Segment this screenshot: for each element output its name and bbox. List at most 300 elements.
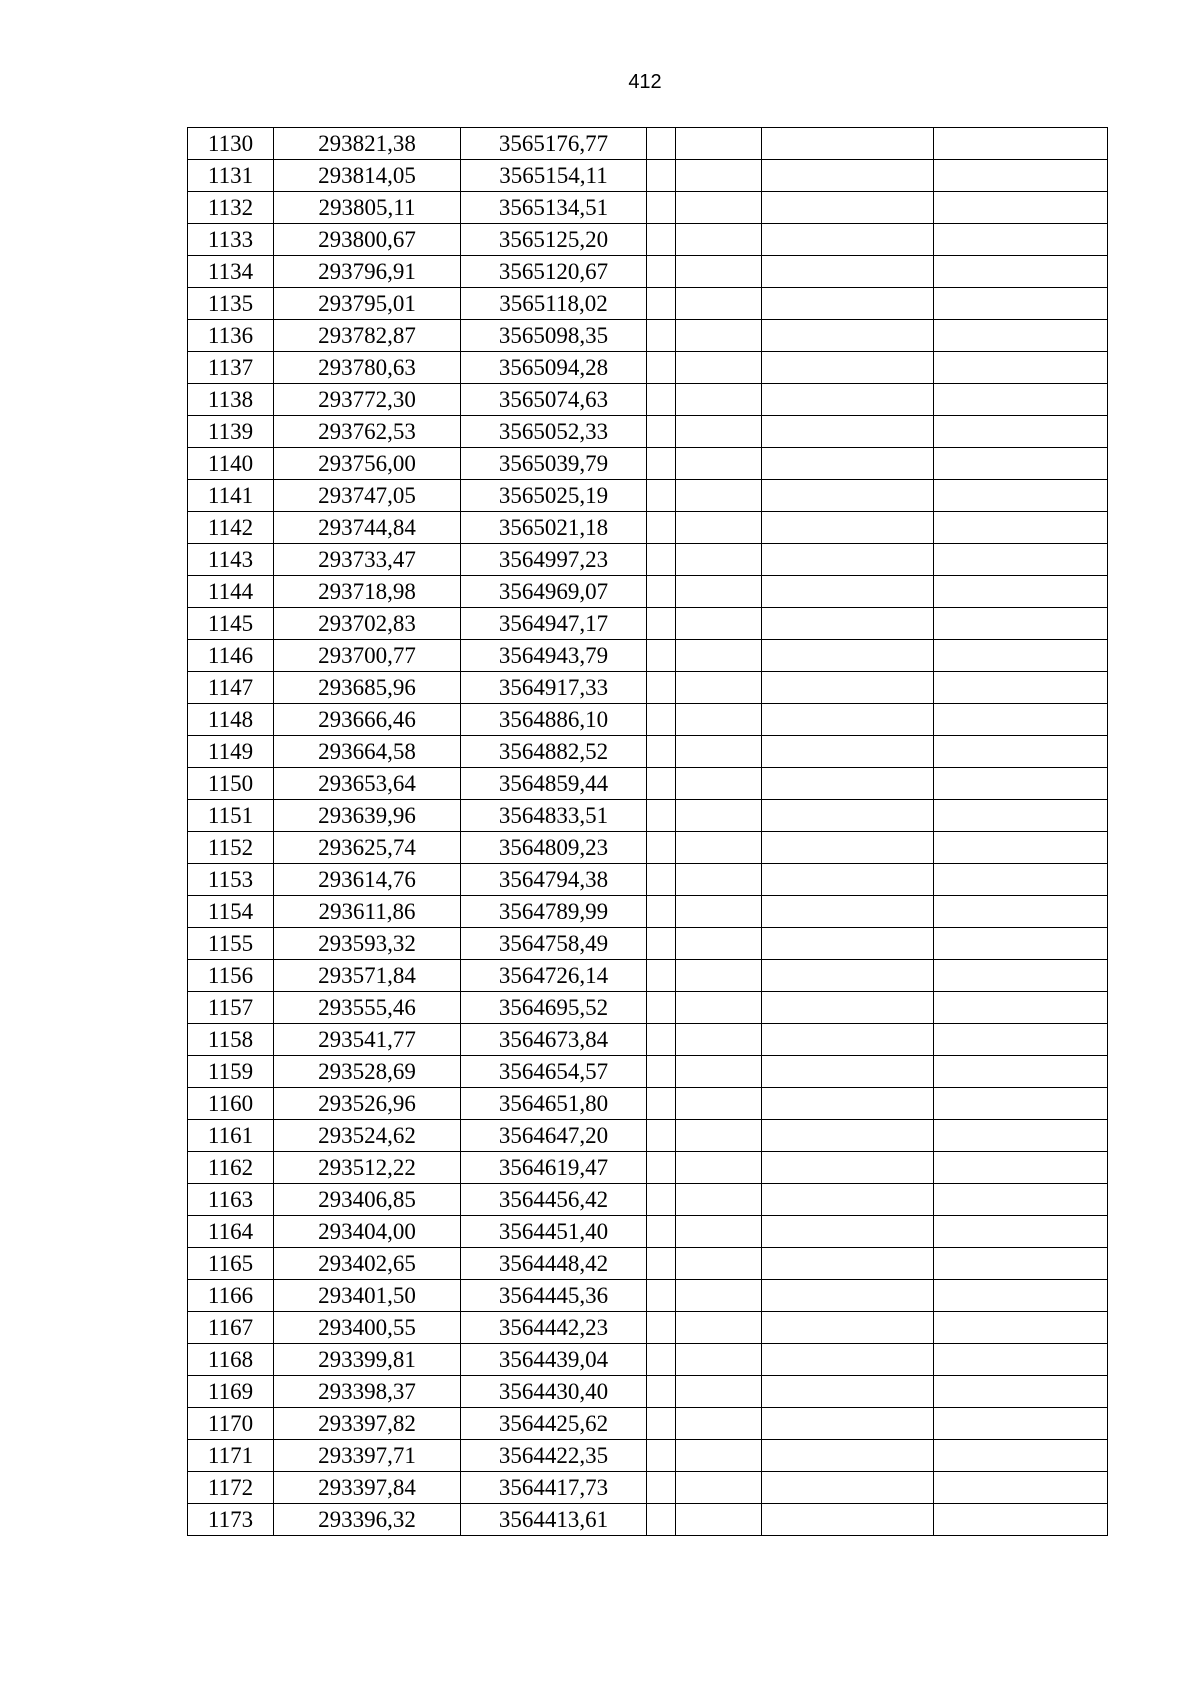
point-number-cell: 1159 (188, 1056, 274, 1088)
empty-cell-7 (934, 512, 1108, 544)
table-row (188, 1088, 1108, 1120)
x-coordinate-cell: 293685,96 (274, 672, 461, 704)
empty-cell-5 (676, 1216, 762, 1248)
x-coordinate-cell: 293772,30 (274, 384, 461, 416)
table-row (188, 384, 1108, 416)
empty-cell-7 (934, 192, 1108, 224)
x-coordinate-cell: 293402,65 (274, 1248, 461, 1280)
x-coordinate-cell: 293666,46 (274, 704, 461, 736)
empty-cell-6 (762, 800, 934, 832)
point-number-cell: 1160 (188, 1088, 274, 1120)
empty-cell-4 (647, 1440, 676, 1472)
empty-cell-6 (762, 1184, 934, 1216)
x-coordinate-cell: 293700,77 (274, 640, 461, 672)
empty-cell-6 (762, 1248, 934, 1280)
x-coordinate-cell: 293397,71 (274, 1440, 461, 1472)
point-number-cell: 1158 (188, 1024, 274, 1056)
table-row (188, 832, 1108, 864)
empty-cell-6 (762, 480, 934, 512)
x-coordinate-cell: 293400,55 (274, 1312, 461, 1344)
empty-cell-4 (647, 992, 676, 1024)
empty-cell-5 (676, 992, 762, 1024)
empty-cell-7 (934, 416, 1108, 448)
empty-cell-5 (676, 288, 762, 320)
empty-cell-7 (934, 160, 1108, 192)
x-coordinate-cell: 293762,53 (274, 416, 461, 448)
empty-cell-6 (762, 352, 934, 384)
table-row (188, 992, 1108, 1024)
empty-cell-7 (934, 1312, 1108, 1344)
empty-cell-4 (647, 1344, 676, 1376)
empty-cell-7 (934, 928, 1108, 960)
empty-cell-6 (762, 288, 934, 320)
y-coordinate-cell: 3564456,42 (461, 1184, 647, 1216)
y-coordinate-cell: 3564439,04 (461, 1344, 647, 1376)
y-coordinate-cell: 3565120,67 (461, 256, 647, 288)
point-number-cell: 1131 (188, 160, 274, 192)
empty-cell-7 (934, 1376, 1108, 1408)
empty-cell-7 (934, 1472, 1108, 1504)
empty-cell-5 (676, 672, 762, 704)
empty-cell-6 (762, 1472, 934, 1504)
empty-cell-4 (647, 1184, 676, 1216)
point-number-cell: 1144 (188, 576, 274, 608)
point-number-cell: 1132 (188, 192, 274, 224)
empty-cell-5 (676, 320, 762, 352)
empty-cell-7 (934, 1120, 1108, 1152)
y-coordinate-cell: 3564943,79 (461, 640, 647, 672)
point-number-cell: 1139 (188, 416, 274, 448)
empty-cell-4 (647, 1504, 676, 1536)
empty-cell-6 (762, 1312, 934, 1344)
empty-cell-5 (676, 1152, 762, 1184)
y-coordinate-cell: 3565125,20 (461, 224, 647, 256)
empty-cell-6 (762, 160, 934, 192)
empty-cell-6 (762, 1056, 934, 1088)
empty-cell-4 (647, 640, 676, 672)
table-row (188, 704, 1108, 736)
y-coordinate-cell: 3564917,33 (461, 672, 647, 704)
empty-cell-4 (647, 1120, 676, 1152)
empty-cell-6 (762, 1216, 934, 1248)
empty-cell-6 (762, 704, 934, 736)
table-row (188, 320, 1108, 352)
table-row (188, 1472, 1108, 1504)
empty-cell-5 (676, 1312, 762, 1344)
y-coordinate-cell: 3564809,23 (461, 832, 647, 864)
x-coordinate-cell: 293821,38 (274, 128, 461, 160)
empty-cell-5 (676, 1120, 762, 1152)
y-coordinate-cell: 3564695,52 (461, 992, 647, 1024)
y-coordinate-cell: 3564789,99 (461, 896, 647, 928)
empty-cell-7 (934, 800, 1108, 832)
table-row (188, 352, 1108, 384)
empty-cell-5 (676, 704, 762, 736)
empty-cell-7 (934, 480, 1108, 512)
table-row (188, 1440, 1108, 1472)
table-row (188, 224, 1108, 256)
empty-cell-6 (762, 608, 934, 640)
point-number-cell: 1135 (188, 288, 274, 320)
point-number-cell: 1157 (188, 992, 274, 1024)
empty-cell-7 (934, 1440, 1108, 1472)
x-coordinate-cell: 293614,76 (274, 864, 461, 896)
y-coordinate-cell: 3565074,63 (461, 384, 647, 416)
empty-cell-5 (676, 896, 762, 928)
empty-cell-7 (934, 320, 1108, 352)
empty-cell-5 (676, 864, 762, 896)
point-number-cell: 1163 (188, 1184, 274, 1216)
empty-cell-7 (934, 992, 1108, 1024)
x-coordinate-cell: 293524,62 (274, 1120, 461, 1152)
x-coordinate-cell: 293805,11 (274, 192, 461, 224)
empty-cell-5 (676, 544, 762, 576)
table-row (188, 448, 1108, 480)
x-coordinate-cell: 293401,50 (274, 1280, 461, 1312)
y-coordinate-cell: 3564794,38 (461, 864, 647, 896)
empty-cell-4 (647, 768, 676, 800)
point-number-cell: 1130 (188, 128, 274, 160)
empty-cell-4 (647, 704, 676, 736)
empty-cell-7 (934, 1504, 1108, 1536)
y-coordinate-cell: 3564425,62 (461, 1408, 647, 1440)
empty-cell-4 (647, 1376, 676, 1408)
empty-cell-5 (676, 1088, 762, 1120)
empty-cell-5 (676, 1056, 762, 1088)
x-coordinate-cell: 293512,22 (274, 1152, 461, 1184)
table-row (188, 1312, 1108, 1344)
table-row (188, 288, 1108, 320)
empty-cell-5 (676, 1280, 762, 1312)
empty-cell-7 (934, 864, 1108, 896)
table-row (188, 928, 1108, 960)
empty-cell-6 (762, 416, 934, 448)
empty-cell-7 (934, 896, 1108, 928)
empty-cell-6 (762, 1152, 934, 1184)
point-number-cell: 1155 (188, 928, 274, 960)
empty-cell-4 (647, 896, 676, 928)
empty-cell-6 (762, 384, 934, 416)
y-coordinate-cell: 3564445,36 (461, 1280, 647, 1312)
empty-cell-4 (647, 128, 676, 160)
empty-cell-4 (647, 320, 676, 352)
x-coordinate-cell: 293406,85 (274, 1184, 461, 1216)
empty-cell-5 (676, 1024, 762, 1056)
empty-cell-4 (647, 832, 676, 864)
empty-cell-4 (647, 864, 676, 896)
empty-cell-5 (676, 576, 762, 608)
empty-cell-4 (647, 544, 676, 576)
empty-cell-5 (676, 1472, 762, 1504)
empty-cell-7 (934, 224, 1108, 256)
point-number-cell: 1140 (188, 448, 274, 480)
empty-cell-6 (762, 544, 934, 576)
point-number-cell: 1170 (188, 1408, 274, 1440)
empty-cell-4 (647, 256, 676, 288)
empty-cell-7 (934, 288, 1108, 320)
empty-cell-4 (647, 1216, 676, 1248)
point-number-cell: 1165 (188, 1248, 274, 1280)
empty-cell-7 (934, 608, 1108, 640)
x-coordinate-cell: 293664,58 (274, 736, 461, 768)
y-coordinate-cell: 3565025,19 (461, 480, 647, 512)
y-coordinate-cell: 3565134,51 (461, 192, 647, 224)
empty-cell-4 (647, 512, 676, 544)
y-coordinate-cell: 3564619,47 (461, 1152, 647, 1184)
empty-cell-5 (676, 800, 762, 832)
empty-cell-6 (762, 448, 934, 480)
y-coordinate-cell: 3564758,49 (461, 928, 647, 960)
empty-cell-4 (647, 928, 676, 960)
empty-cell-5 (676, 960, 762, 992)
point-number-cell: 1143 (188, 544, 274, 576)
empty-cell-4 (647, 384, 676, 416)
empty-cell-5 (676, 384, 762, 416)
x-coordinate-cell: 293733,47 (274, 544, 461, 576)
table-row (188, 1376, 1108, 1408)
x-coordinate-cell: 293528,69 (274, 1056, 461, 1088)
empty-cell-5 (676, 128, 762, 160)
x-coordinate-cell: 293796,91 (274, 256, 461, 288)
empty-cell-4 (647, 960, 676, 992)
y-coordinate-cell: 3565021,18 (461, 512, 647, 544)
point-number-cell: 1173 (188, 1504, 274, 1536)
y-coordinate-cell: 3564833,51 (461, 800, 647, 832)
empty-cell-6 (762, 672, 934, 704)
x-coordinate-cell: 293571,84 (274, 960, 461, 992)
empty-cell-5 (676, 768, 762, 800)
x-coordinate-cell: 293404,00 (274, 1216, 461, 1248)
y-coordinate-cell: 3564647,20 (461, 1120, 647, 1152)
point-number-cell: 1168 (188, 1344, 274, 1376)
empty-cell-7 (934, 1344, 1108, 1376)
y-coordinate-cell: 3564947,17 (461, 608, 647, 640)
empty-cell-4 (647, 1280, 676, 1312)
y-coordinate-cell: 3565094,28 (461, 352, 647, 384)
x-coordinate-cell: 293397,84 (274, 1472, 461, 1504)
empty-cell-6 (762, 736, 934, 768)
y-coordinate-cell: 3564413,61 (461, 1504, 647, 1536)
empty-cell-4 (647, 1312, 676, 1344)
point-number-cell: 1145 (188, 608, 274, 640)
y-coordinate-cell: 3564448,42 (461, 1248, 647, 1280)
y-coordinate-cell: 3564422,35 (461, 1440, 647, 1472)
empty-cell-6 (762, 832, 934, 864)
empty-cell-6 (762, 640, 934, 672)
coordinates-table-body (188, 128, 1108, 1536)
point-number-cell: 1149 (188, 736, 274, 768)
empty-cell-4 (647, 224, 676, 256)
table-row (188, 544, 1108, 576)
empty-cell-5 (676, 928, 762, 960)
y-coordinate-cell: 3564886,10 (461, 704, 647, 736)
coordinates-table (187, 127, 1108, 1536)
x-coordinate-cell: 293396,32 (274, 1504, 461, 1536)
table-row (188, 768, 1108, 800)
empty-cell-6 (762, 1440, 934, 1472)
empty-cell-6 (762, 128, 934, 160)
x-coordinate-cell: 293639,96 (274, 800, 461, 832)
empty-cell-5 (676, 224, 762, 256)
empty-cell-7 (934, 544, 1108, 576)
empty-cell-5 (676, 160, 762, 192)
empty-cell-7 (934, 1056, 1108, 1088)
empty-cell-4 (647, 160, 676, 192)
empty-cell-4 (647, 1152, 676, 1184)
y-coordinate-cell: 3565154,11 (461, 160, 647, 192)
point-number-cell: 1133 (188, 224, 274, 256)
y-coordinate-cell: 3564442,23 (461, 1312, 647, 1344)
empty-cell-7 (934, 1184, 1108, 1216)
empty-cell-7 (934, 960, 1108, 992)
empty-cell-6 (762, 1408, 934, 1440)
empty-cell-4 (647, 800, 676, 832)
empty-cell-5 (676, 1248, 762, 1280)
empty-cell-4 (647, 1024, 676, 1056)
point-number-cell: 1167 (188, 1312, 274, 1344)
point-number-cell: 1148 (188, 704, 274, 736)
x-coordinate-cell: 293611,86 (274, 896, 461, 928)
x-coordinate-cell: 293782,87 (274, 320, 461, 352)
table-row (188, 1152, 1108, 1184)
empty-cell-7 (934, 1024, 1108, 1056)
empty-cell-7 (934, 384, 1108, 416)
empty-cell-5 (676, 1408, 762, 1440)
empty-cell-7 (934, 672, 1108, 704)
y-coordinate-cell: 3564673,84 (461, 1024, 647, 1056)
table-row (188, 640, 1108, 672)
empty-cell-7 (934, 640, 1108, 672)
point-number-cell: 1156 (188, 960, 274, 992)
empty-cell-4 (647, 352, 676, 384)
empty-cell-7 (934, 736, 1108, 768)
empty-cell-6 (762, 1088, 934, 1120)
empty-cell-5 (676, 1504, 762, 1536)
table-row (188, 960, 1108, 992)
empty-cell-6 (762, 1280, 934, 1312)
x-coordinate-cell: 293555,46 (274, 992, 461, 1024)
table-row (188, 416, 1108, 448)
empty-cell-5 (676, 448, 762, 480)
empty-cell-5 (676, 1184, 762, 1216)
page-number: 412 (628, 71, 662, 93)
point-number-cell: 1169 (188, 1376, 274, 1408)
table-row (188, 864, 1108, 896)
table-row (188, 128, 1108, 160)
point-number-cell: 1161 (188, 1120, 274, 1152)
empty-cell-5 (676, 1344, 762, 1376)
table-row (188, 160, 1108, 192)
y-coordinate-cell: 3564859,44 (461, 768, 647, 800)
empty-cell-7 (934, 128, 1108, 160)
point-number-cell: 1142 (188, 512, 274, 544)
point-number-cell: 1146 (188, 640, 274, 672)
empty-cell-4 (647, 416, 676, 448)
empty-cell-5 (676, 192, 762, 224)
point-number-cell: 1136 (188, 320, 274, 352)
empty-cell-7 (934, 1152, 1108, 1184)
empty-cell-7 (934, 1280, 1108, 1312)
empty-cell-5 (676, 640, 762, 672)
y-coordinate-cell: 3564651,80 (461, 1088, 647, 1120)
empty-cell-7 (934, 704, 1108, 736)
empty-cell-7 (934, 448, 1108, 480)
empty-cell-4 (647, 1056, 676, 1088)
empty-cell-6 (762, 512, 934, 544)
empty-cell-7 (934, 1216, 1108, 1248)
x-coordinate-cell: 293399,81 (274, 1344, 461, 1376)
empty-cell-7 (934, 352, 1108, 384)
empty-cell-7 (934, 576, 1108, 608)
table-row (188, 608, 1108, 640)
empty-cell-4 (647, 448, 676, 480)
y-coordinate-cell: 3564969,07 (461, 576, 647, 608)
y-coordinate-cell: 3564882,52 (461, 736, 647, 768)
point-number-cell: 1141 (188, 480, 274, 512)
y-coordinate-cell: 3564417,73 (461, 1472, 647, 1504)
empty-cell-6 (762, 224, 934, 256)
empty-cell-6 (762, 1376, 934, 1408)
table-row (188, 1056, 1108, 1088)
y-coordinate-cell: 3564451,40 (461, 1216, 647, 1248)
empty-cell-4 (647, 1248, 676, 1280)
y-coordinate-cell: 3564997,23 (461, 544, 647, 576)
empty-cell-7 (934, 832, 1108, 864)
table-row (188, 1216, 1108, 1248)
x-coordinate-cell: 293625,74 (274, 832, 461, 864)
empty-cell-4 (647, 736, 676, 768)
empty-cell-6 (762, 896, 934, 928)
empty-cell-4 (647, 1088, 676, 1120)
table-row (188, 256, 1108, 288)
point-number-cell: 1171 (188, 1440, 274, 1472)
y-coordinate-cell: 3565098,35 (461, 320, 647, 352)
table-row (188, 1504, 1108, 1536)
point-number-cell: 1154 (188, 896, 274, 928)
point-number-cell: 1151 (188, 800, 274, 832)
point-number-cell: 1150 (188, 768, 274, 800)
empty-cell-6 (762, 928, 934, 960)
x-coordinate-cell: 293526,96 (274, 1088, 461, 1120)
empty-cell-4 (647, 288, 676, 320)
table-row (188, 672, 1108, 704)
empty-cell-6 (762, 256, 934, 288)
table-row (188, 1280, 1108, 1312)
point-number-cell: 1134 (188, 256, 274, 288)
empty-cell-5 (676, 1440, 762, 1472)
point-number-cell: 1137 (188, 352, 274, 384)
x-coordinate-cell: 293780,63 (274, 352, 461, 384)
x-coordinate-cell: 293398,37 (274, 1376, 461, 1408)
y-coordinate-cell: 3565052,33 (461, 416, 647, 448)
table-row (188, 800, 1108, 832)
empty-cell-6 (762, 992, 934, 1024)
empty-cell-4 (647, 480, 676, 512)
empty-cell-4 (647, 192, 676, 224)
empty-cell-6 (762, 1344, 934, 1376)
empty-cell-5 (676, 608, 762, 640)
table-row (188, 192, 1108, 224)
empty-cell-5 (676, 480, 762, 512)
empty-cell-7 (934, 1408, 1108, 1440)
empty-cell-4 (647, 672, 676, 704)
table-row (188, 736, 1108, 768)
table-row (188, 576, 1108, 608)
x-coordinate-cell: 293747,05 (274, 480, 461, 512)
empty-cell-5 (676, 736, 762, 768)
empty-cell-5 (676, 256, 762, 288)
x-coordinate-cell: 293795,01 (274, 288, 461, 320)
